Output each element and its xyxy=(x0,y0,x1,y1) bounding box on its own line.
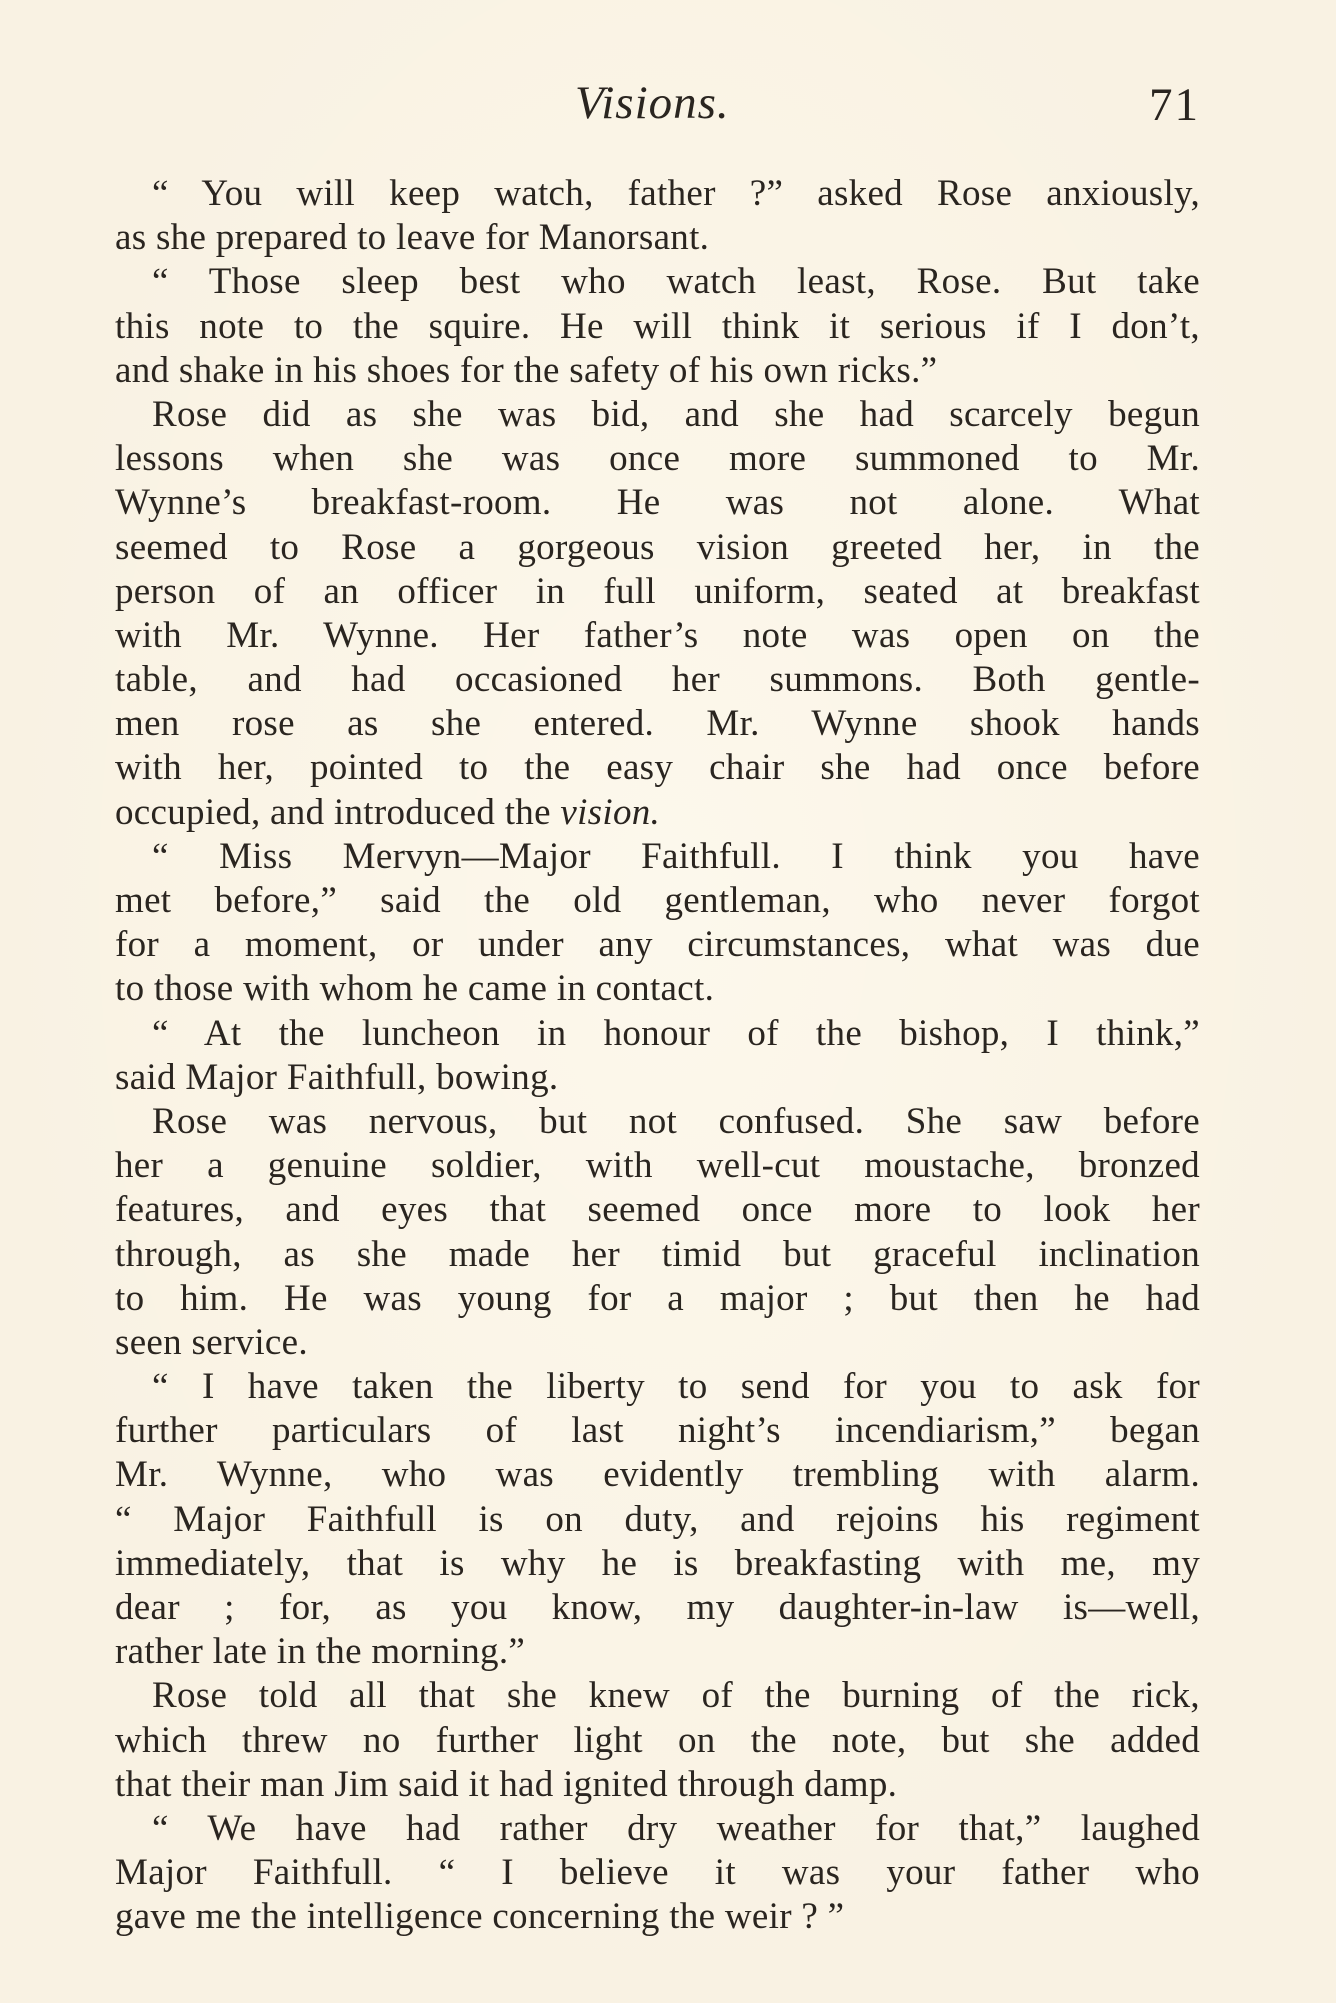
text-line xyxy=(115,1144,1200,1188)
line-text: through, as she made her timid but graceful inclination xyxy=(115,1233,1200,1275)
text-line xyxy=(115,1188,1200,1232)
line-text: immediately, that is why he is breakfasting with me, my xyxy=(115,1542,1200,1584)
line-text: seemed to Rose a gorgeous vision greeted her, in the xyxy=(115,526,1200,568)
text-line xyxy=(115,260,1200,304)
line-text: seen service. xyxy=(115,1321,308,1363)
line-text: person of an officer in full uniform, seated at breakfast xyxy=(115,570,1200,612)
line-text: dear ; for, as you know, my daughter-in-law is—well, xyxy=(115,1587,1200,1628)
text-line xyxy=(115,658,1200,702)
line-text: “ You will keep watch, father ?” asked Rose anxiously, xyxy=(152,173,1200,214)
text-line xyxy=(115,1056,1200,1100)
text-line xyxy=(115,1719,1200,1763)
body-text xyxy=(115,172,1200,1940)
chapter-title: Visions. xyxy=(575,77,730,129)
line-text: lessons when she was once more summoned to Mr. xyxy=(115,438,1200,480)
text-line xyxy=(115,1321,1200,1365)
line-text: men rose as she entered. Mr. Wynne shook hands xyxy=(115,703,1200,745)
line-text: Rose told all that she knew of the burning of the rick, xyxy=(152,1675,1200,1717)
text-line xyxy=(115,967,1200,1011)
text-line xyxy=(115,1453,1200,1497)
line-text: her a genuine soldier, with well-cut moustache, bronzed xyxy=(115,1145,1200,1187)
text-line xyxy=(115,393,1200,437)
line-text: and shake in his shoes for the safety of his own ricks.” xyxy=(115,349,938,391)
text-line xyxy=(115,481,1200,525)
line-text: “ At the luncheon in honour of the bishop, I think,” xyxy=(152,1012,1200,1054)
line-text: Rose did as she was bid, and she had scarcely begun xyxy=(152,393,1200,435)
text-line xyxy=(115,1409,1200,1453)
text-line xyxy=(115,1851,1200,1895)
line-text: table, and had occasioned her summons. Both gentle- xyxy=(115,659,1200,701)
text-line xyxy=(115,1498,1200,1542)
line-text: “ We have had rather dry weather for that,” laughed xyxy=(152,1807,1200,1849)
line-text: which threw no further light on the note, but she added xyxy=(115,1719,1200,1761)
text-line xyxy=(115,526,1200,570)
italic-word: vision. xyxy=(560,791,661,833)
line-text: gave me the intelligence concerning the weir ? ” xyxy=(115,1896,845,1938)
line-text: for a moment, or under any circumstances, what was due xyxy=(115,924,1200,966)
line-text: Rose was nervous, but not confused. She saw before xyxy=(152,1100,1200,1142)
line-text: as she prepared to leave for Manorsant. xyxy=(115,217,710,259)
text-line xyxy=(115,1807,1200,1851)
text-line xyxy=(115,1012,1200,1056)
running-head xyxy=(115,68,1200,138)
text-line xyxy=(115,835,1200,879)
line-text: Mr. Wynne, who was evidently trembling with alarm. xyxy=(115,1454,1200,1496)
text-line xyxy=(115,570,1200,614)
line-text: to those with whom he came in contact. xyxy=(115,968,715,1010)
line-text: “ Those sleep best who watch least, Rose. But take xyxy=(152,261,1200,303)
text-line xyxy=(115,1542,1200,1586)
text-line xyxy=(115,305,1200,349)
text-line xyxy=(115,1277,1200,1321)
text-line xyxy=(115,1365,1200,1409)
text-line xyxy=(115,1586,1200,1630)
line-text: occupied, and introduced the xyxy=(115,791,561,833)
text-line xyxy=(115,1100,1200,1144)
line-text: said Major Faithfull, bowing. xyxy=(115,1056,559,1098)
text-line xyxy=(115,437,1200,481)
line-text: with her, pointed to the easy chair she had once before xyxy=(115,747,1200,789)
line-text: Major Faithfull. “ I believe it was your father who xyxy=(115,1852,1200,1894)
line-text: “ Major Faithfull is on duty, and rejoins his regiment xyxy=(115,1498,1200,1540)
text-line xyxy=(115,791,1200,835)
text-line xyxy=(115,349,1200,393)
text-line xyxy=(115,1233,1200,1277)
text-line xyxy=(115,1763,1200,1807)
line-text: rather late in the morning.” xyxy=(115,1631,526,1673)
text-line xyxy=(115,746,1200,790)
text-line xyxy=(115,1630,1200,1674)
line-text: that their man Jim said it had ignited through damp. xyxy=(115,1763,898,1805)
text-line xyxy=(115,1674,1200,1718)
text-line xyxy=(115,1895,1200,1939)
text-line xyxy=(115,702,1200,746)
text-line xyxy=(115,879,1200,923)
page-number: 71 xyxy=(1149,79,1200,131)
text-line xyxy=(115,216,1200,260)
line-text: “ I have taken the liberty to send for you to ask for xyxy=(152,1366,1200,1408)
line-text: further particulars of last night’s incendiarism,” began xyxy=(115,1410,1200,1452)
line-text: this note to the squire. He will think it serious if I don’t, xyxy=(115,305,1200,347)
line-text: Wynne’s breakfast-room. He was not alone. What xyxy=(115,482,1200,524)
line-text: met before,” said the old gentleman, who never forgot xyxy=(115,880,1200,921)
line-text: features, and eyes that seemed once more to look her xyxy=(115,1189,1200,1231)
line-text: with Mr. Wynne. Her father’s note was open on the xyxy=(115,614,1200,656)
line-text: to him. He was young for a major ; but then he had xyxy=(115,1277,1200,1319)
text-line xyxy=(115,172,1200,216)
text-line xyxy=(115,923,1200,967)
text-line xyxy=(115,614,1200,658)
line-text: “ Miss Mervyn—Major Faithfull. I think you have xyxy=(152,835,1200,877)
